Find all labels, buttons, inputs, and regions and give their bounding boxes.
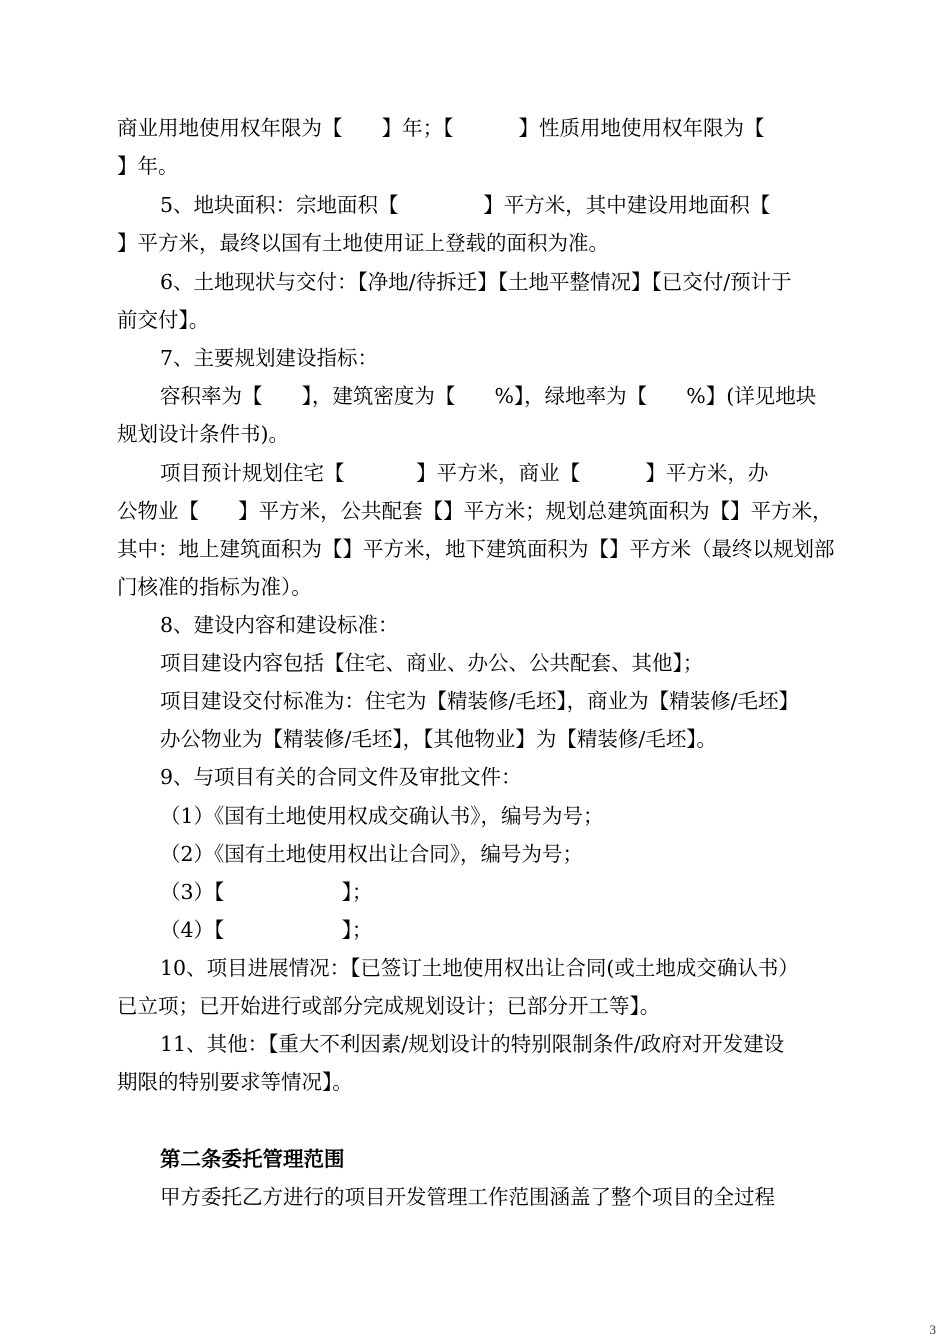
text-line: 】平方米，最终以国有土地使用证上登载的面积为准。: [117, 231, 609, 255]
text-line: 公物业【 】平方米，公共配套【】平方米；规划总建筑面积为【】平方米，: [117, 499, 833, 523]
text-line: 9、与项目有关的合同文件及审批文件：: [160, 765, 522, 789]
text-line: 办公物业为【精装修/毛坯】，【其他物业】为【精装修/毛坯】。: [160, 727, 718, 751]
text-line: 】年。: [117, 154, 179, 178]
text-line: 容积率为【 】，建筑密度为【 %】，绿地率为【 %】(详见地块: [160, 384, 817, 408]
text-line: 门核准的指标为准）。: [117, 575, 312, 599]
text-line: 规划设计条件书)。: [117, 422, 289, 446]
text-line: 项目建设内容包括【住宅、商业、办公、公共配套、其他】；: [160, 651, 704, 675]
text-line: 7、主要规划建设指标：: [160, 346, 379, 370]
text-line: （2）《国有土地使用权出让合同》，编号为号；: [160, 842, 584, 866]
text-line: 其中：地上建筑面积为【】平方米，地下建筑面积为【】平方米（最终以规划部: [117, 537, 835, 561]
text-line: 项目建设交付标准为：住宅为【精装修/毛坯】，商业为【精装修/毛坯】: [160, 689, 800, 713]
text-line: （1）《国有土地使用权成交确认书》，编号为号；: [160, 804, 604, 828]
text-line: 已立项；已开始进行或部分完成规划设计；已部分开工等】。: [117, 994, 661, 1018]
page-number: 3: [929, 1322, 936, 1337]
text-line: 项目预计规划住宅【 】平方米，商业【 】平方米，办: [160, 461, 769, 485]
text-line: 8、建设内容和建设标准：: [160, 613, 399, 637]
text-line: 甲方委托乙方进行的项目开发管理工作范围涵盖了整个项目的全过程: [160, 1185, 775, 1209]
text-line: 11、其他：【重大不利因素/规划设计的特别限制条件/政府对开发建设: [160, 1032, 785, 1056]
section-heading: 第二条委托管理范围: [160, 1147, 345, 1171]
text-line: 10、项目进展情况：【已签订土地使用权出让合同(或土地成交确认书）: [160, 956, 799, 980]
text-line: （4）【 】；: [160, 918, 373, 942]
text-line: 期限的特别要求等情况】。: [117, 1070, 353, 1094]
text-line: 商业用地使用权年限为【 】年；【 】性质用地使用权年限为【: [117, 116, 765, 140]
text-line: 前交付】。: [117, 308, 210, 332]
text-line: （3）【 】；: [160, 880, 373, 904]
text-line: 6、土地现状与交付：【净地/待拆迁】【土地平整情况】【已交付/预计于: [160, 270, 792, 294]
text-line: 5、地块面积：宗地面积【 】平方米，其中建设用地面积【: [160, 193, 771, 217]
